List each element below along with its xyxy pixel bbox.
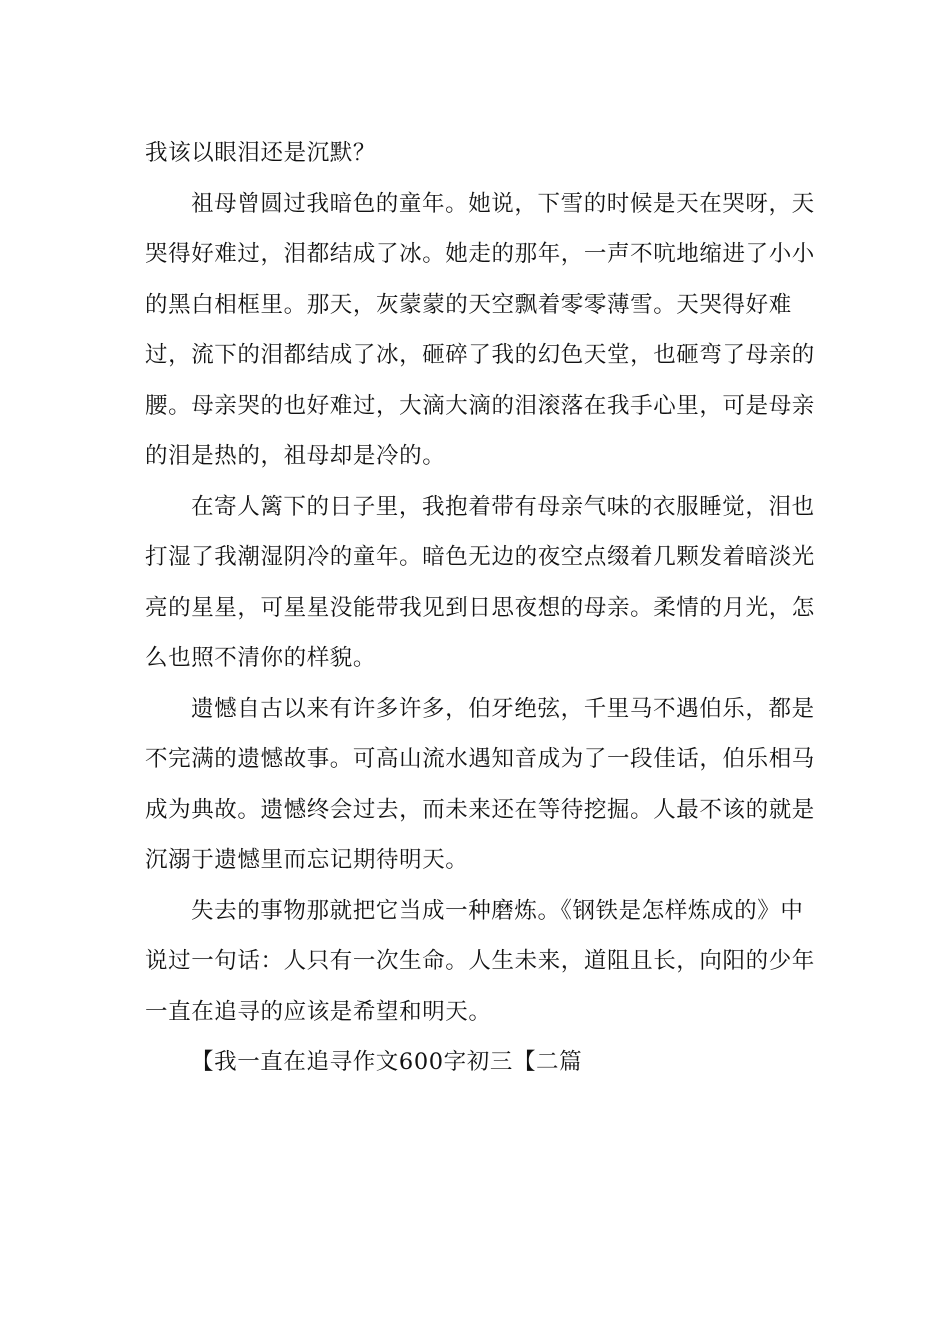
paragraph-3: 在寄人篱下的日子里，我抱着带有母亲气味的衣服睡觉，泪也打湿了我潮湿阴冷的童年。暗色无边的夜空点缀着几颗发着暗淡光亮的星星，可星星没能带我见到日思夜想的母亲。柔情的月光，怎么也照不清你的样貌。 [145, 493, 815, 671]
paragraph-2: 祖母曾圆过我暗色的童年。她说，下雪的时候是天在哭呀，天哭得好难过，泪都结成了冰。她走的那年，一声不吭地缩进了小小的黑白相框里。那天，灰蒙蒙的天空飘着零零薄雪。天哭得好难过，流下的泪都结成了冰，砸碎了我的幻色天堂，也砸弯了母亲的腰。母亲哭的也好难过，大滴大滴的泪滚落在我手心里，可是母亲的泪是热的，祖母却是冷的。 [145, 190, 815, 469]
paragraph-1: 我该以眼泪还是沉默？ [145, 140, 377, 166]
document-body [145, 128, 825, 1088]
paragraph-5: 失去的事物那就把它当成一种磨炼。《钢铁是怎样炼成的》中说过一句话：人只有一次生命。人生未来，道阻且长，向阳的少年一直在追寻的应该是希望和明天。 [145, 897, 815, 1025]
paragraph-4: 遗憾自古以来有许多许多，伯牙绝弦，千里马不遇伯乐，都是不完满的遗憾故事。可高山流水遇知音成为了一段佳话，伯乐相马成为典故。遗憾终会过去，而未来还在等待挖掘。人最不该的就是沉溺于遗憾里而忘记期待明天。 [145, 695, 815, 873]
section-heading: 【我一直在追寻作文600字初三【二篇 [191, 1049, 583, 1075]
